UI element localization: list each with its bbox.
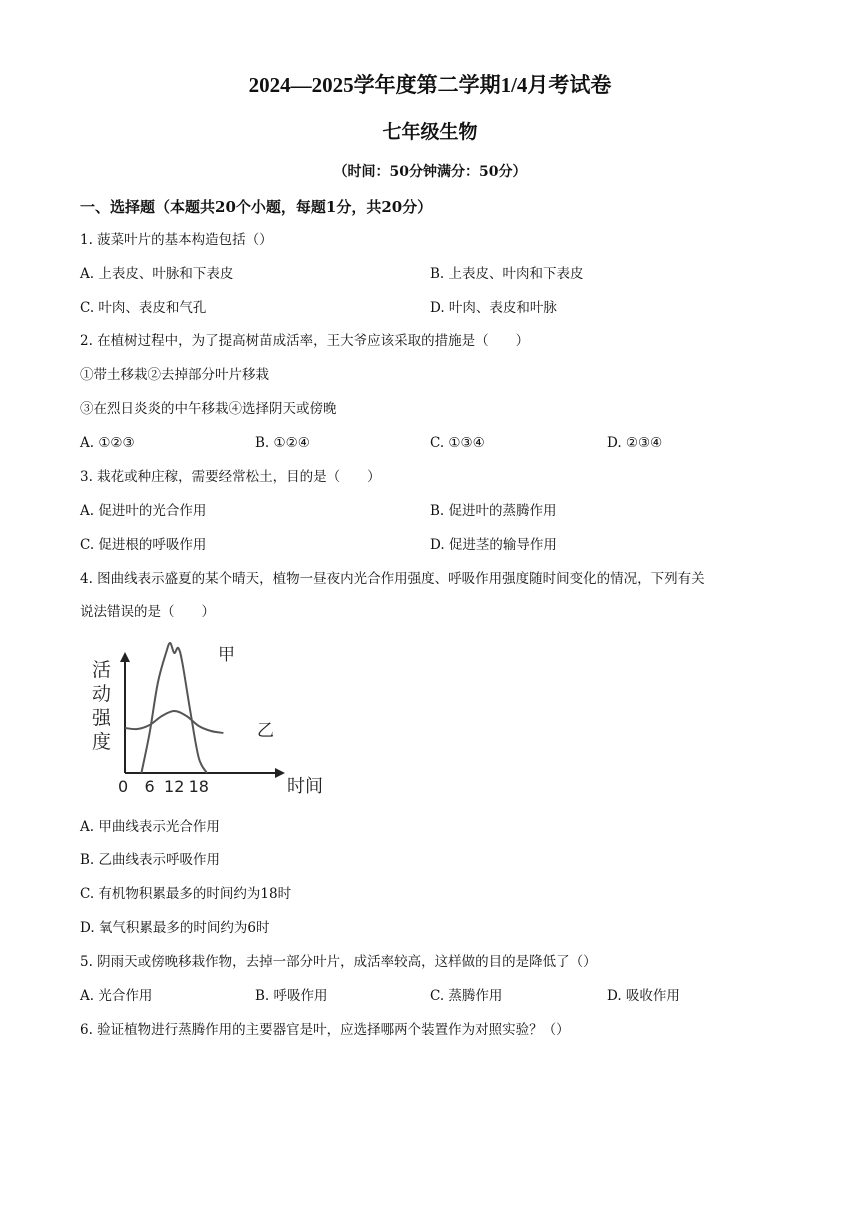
option-c[interactable]: C. 促进根的呼吸作用 — [80, 537, 207, 553]
x-tick-label: 6 — [144, 777, 155, 796]
question-statement: ①带土移栽②去掉部分叶片移栽 — [80, 367, 269, 383]
option-c[interactable]: C. ①③④ — [430, 435, 485, 451]
y-axis-label-char: 度 — [92, 731, 112, 753]
x-tick-label: 12 — [164, 777, 185, 796]
option-a[interactable]: A. 光合作用 — [80, 988, 153, 1004]
y-axis-label-char: 强 — [92, 707, 112, 729]
option-d[interactable]: D. 吸收作用 — [607, 988, 680, 1004]
option-c[interactable]: C. 蒸腾作用 — [430, 988, 503, 1004]
y-axis-arrow — [120, 652, 130, 662]
x-tick-labels — [118, 777, 209, 796]
option-b[interactable]: B. 呼吸作用 — [255, 988, 328, 1004]
option-b[interactable]: B. 促进叶的蒸腾作用 — [430, 503, 557, 519]
y-axis-label-char: 活 — [92, 659, 112, 681]
question-stem: 1. 菠菜叶片的基本构造包括（） — [80, 232, 273, 248]
y-axis-label-char: 动 — [92, 683, 112, 705]
question-stem: 4. 图曲线表示盛夏的某个晴天，植物一昼夜内光合作用强度、呼吸作用强度随时间变化的情况，下列有关 — [80, 571, 705, 587]
option-b[interactable]: B. 上表皮、叶肉和下表皮 — [430, 266, 584, 282]
series-label-yi: 乙 — [257, 721, 274, 741]
series-yi-line — [125, 711, 223, 733]
question-stem: 6. 验证植物进行蒸腾作用的主要器官是叶，应选择哪两个装置作为对照实验？（） — [80, 1022, 570, 1038]
page-subtitle: 七年级生物 — [382, 121, 478, 143]
activity-intensity-chart — [88, 640, 338, 800]
option-d[interactable]: D. ②③④ — [607, 435, 663, 451]
question-stem: 5. 阴雨天或傍晚移栽作物，去掉一部分叶片，成活率较高，这样做的目的是降低了（） — [80, 954, 597, 970]
y-axis-label — [92, 659, 112, 753]
option-b[interactable]: B. ①②④ — [255, 435, 310, 451]
x-tick-label: 18 — [188, 777, 209, 796]
page-title: 2024—2025学年度第二学期1/4月考试卷 — [248, 73, 612, 97]
option-a[interactable]: A. 上表皮、叶脉和下表皮 — [80, 266, 234, 282]
question-stem-continued: 说法错误的是（ ） — [80, 604, 215, 620]
x-tick-label: 0 — [118, 777, 129, 796]
question-statement: ③在烈日炎炎的中午移栽④选择阴天或傍晚 — [80, 401, 337, 417]
section-heading: 一、选择题（本题共20个小题，每题1分，共20分） — [80, 198, 433, 216]
question-stem: 2. 在植树过程中，为了提高树苗成活率，王大爷应该采取的措施是（ ） — [80, 333, 530, 349]
x-axis-arrow — [275, 768, 285, 778]
x-axis-label: 时间 — [287, 776, 323, 797]
question-stem: 3. 栽花或种庄稼，需要经常松土，目的是（ ） — [80, 469, 381, 485]
option-d[interactable]: D. 促进茎的输导作用 — [430, 537, 557, 553]
option-c[interactable]: C. 有机物积累最多的时间约为18时 — [80, 886, 292, 902]
series-jia-line — [141, 643, 207, 773]
series-label-jia: 甲 — [218, 645, 235, 665]
option-b[interactable]: B. 乙曲线表示呼吸作用 — [80, 852, 221, 868]
option-a[interactable]: A. 促进叶的光合作用 — [80, 503, 207, 519]
time-info: （时间：50分钟满分：50分） — [333, 164, 527, 180]
option-d[interactable]: D. 氧气积累最多的时间约为6时 — [80, 920, 270, 936]
option-c[interactable]: C. 叶肉、表皮和气孔 — [80, 300, 207, 316]
option-d[interactable]: D. 叶肉、表皮和叶脉 — [430, 300, 557, 316]
option-a[interactable]: A. ①②③ — [80, 435, 135, 451]
option-a[interactable]: A. 甲曲线表示光合作用 — [80, 819, 220, 835]
